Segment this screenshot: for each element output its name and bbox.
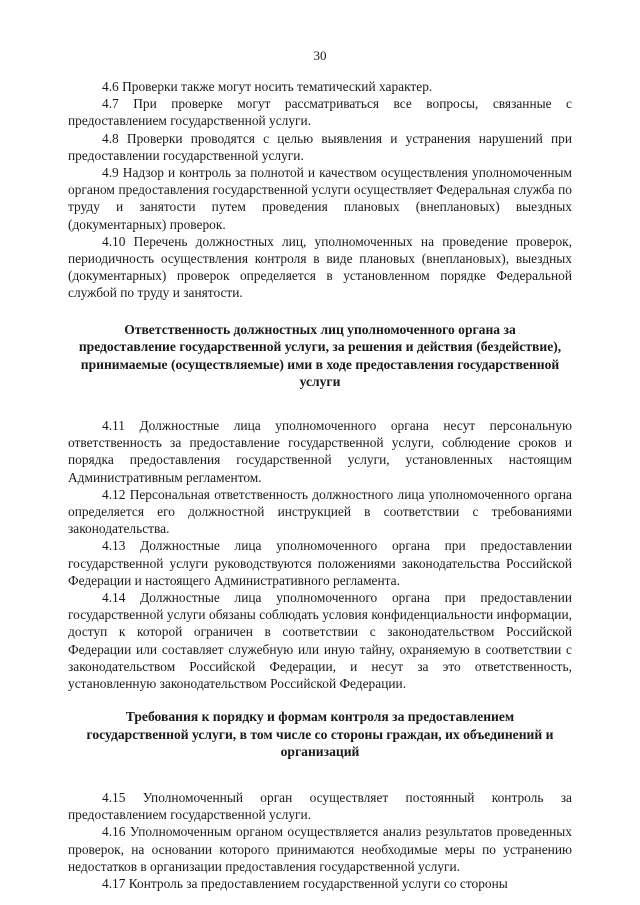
paragraph-4-7: 4.7 При проверке могут рассматриваться все вопросы, связанные с предоставлением государственной услуги. bbox=[68, 96, 572, 129]
paragraph-4-13: 4.13 Должностные лица уполномоченного органа при предоставлении государственной услуги руководствуются положениями законодательства Российской Федерации и настоящего Административного регламента. bbox=[68, 538, 572, 588]
paragraph-4-10: 4.10 Перечень должностных лиц, уполномоченных на проведение проверок, периодичность осуществления контроля в виде плановых (внеплановых), выездных (документарных) проверок определяется в установленном порядке Федеральной службой по труду и занятости. bbox=[68, 233, 572, 301]
paragraph-4-17: 4.17 Контроль за предоставлением государственной услуги со стороны bbox=[102, 876, 508, 892]
paragraph-4-11: 4.11 Должностные лица уполномоченного органа несут персональную ответственность за предоставление государственной услуги, соблюдение сроков и порядка предоставления государственной услуги, установленных настоящим Административным регламентом. bbox=[68, 418, 572, 485]
paragraph-4-12: 4.12 Персональная ответственность должностного лица уполномоченного органа определяется его должностной инструкцией в соответствии с требованиями законодательства. bbox=[68, 486, 572, 537]
paragraph-4-8: 4.8 Проверки проводятся с целью выявления и устранения нарушений при предоставлении государственной услуги. bbox=[68, 130, 572, 163]
section-heading-responsibility: Ответственность должностных лиц уполномоченного органа за предоставление государственной услуги, за решения и действия (бездействие), принимаемые (осуществляемые) ими в ходе предоставления государственной услуги bbox=[78, 321, 562, 390]
paragraph-4-14: 4.14 Должностные лица уполномоченного органа при предоставлении государственной услуги обязаны соблюдать условия конфиденциальности информации, доступ к которой ограничен в соответствии с законодательством Российской Федерации или составляет служебную или иную тайну, охраняемую в соответствии с законодательством Российской Федерации, и несут за это ответственность, установленную законодательством Российской Федерации. bbox=[68, 590, 572, 692]
paragraph-4-6: 4.6 Проверки также могут носить тематический характер. bbox=[102, 79, 433, 94]
paragraph-4-16: 4.16 Уполномоченным органом осуществляется анализ результатов проведенных проверок, на основании которого принимаются необходимые меры по устранению недостатков в организации предоставления государственной услуги. bbox=[68, 824, 572, 874]
page-number: 30 bbox=[313, 48, 327, 63]
paragraph-4-15: 4.15 Уполномоченный орган осуществляет постоянный контроль за предоставлением государственной услуги. bbox=[68, 790, 572, 823]
section-heading-control-requirements: Требования к порядку и формам контроля за предоставлением государственной услуги, в том числе со стороны граждан, их объединений и организаций bbox=[86, 709, 554, 760]
paragraph-4-9: 4.9 Надзор и контроль за полнотой и качеством осуществления уполномоченным органом предоставления государственной услуги осуществляет Федеральная служба по труду и занятости путем проведения плановых (внеплановых) выездных (документарных) проверок. bbox=[68, 165, 572, 232]
